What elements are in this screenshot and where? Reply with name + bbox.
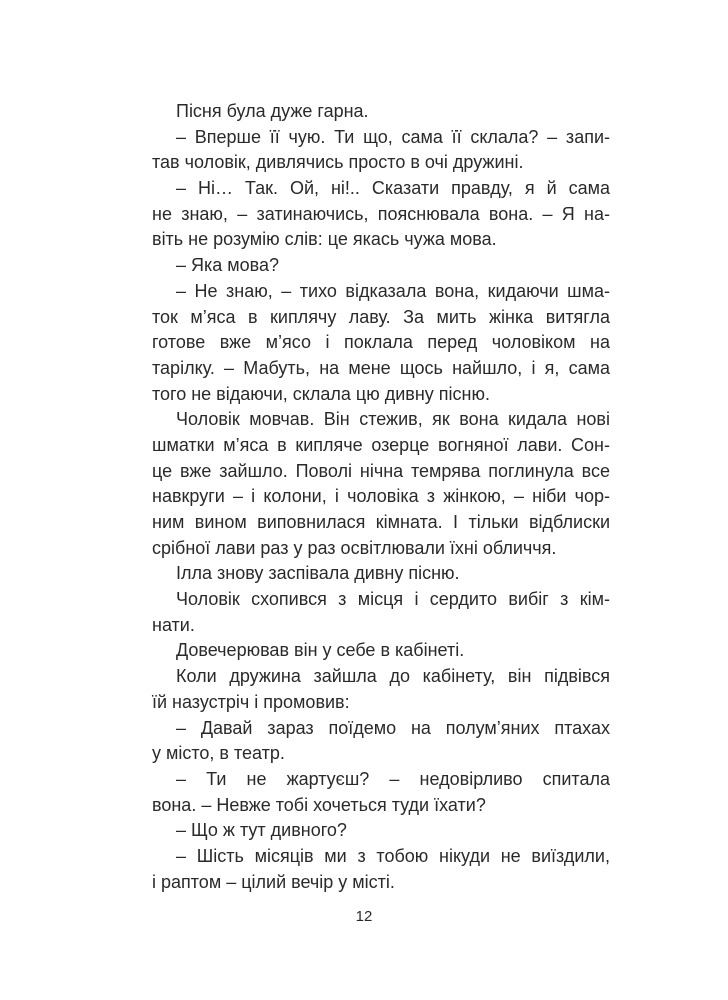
text-line: готове вже м’ясо і поклала перед чоловіком на (152, 332, 610, 353)
text-line: нати. (152, 614, 195, 635)
text-line: ним вином виповнилася кімната. І тільки відблиски (152, 512, 610, 532)
text-line: тарілку. – Мабуть, на мене щось найшло, і я, сама (152, 357, 610, 378)
text-line: це вже зайшло. Поволі нічна темрява поглинула все (152, 460, 610, 481)
body-text (152, 99, 610, 895)
text-line: і раптом – цілий вечір у місті. (152, 871, 395, 892)
text-line: – Шість місяців ми з тобою нікуди не виїздили, (176, 845, 610, 866)
page-number: 12 (355, 908, 373, 925)
text-line: – Яка мова? (176, 255, 280, 276)
text-line: Коли дружина зайшла до кабінету, він підвівся (176, 666, 610, 687)
text-line: срібної лави раз у раз освітлювали їхні обличчя. (152, 537, 557, 558)
text-line: віть не розумію слів: це якась чужа мова. (152, 229, 497, 250)
text-line: Чоловік схопився з місця і сердито вибіг з кім- (176, 589, 610, 610)
text-line: – Що ж тут дивного? (176, 820, 347, 841)
text-line: Чоловік мовчав. Він стежив, як вона кидала нові (176, 409, 610, 430)
text-line: навкруги – і колони, і чоловіка з жінкою, – ніби чор- (152, 486, 610, 507)
text-line: ток м’яса в киплячу лаву. За мить жінка витягла (152, 306, 610, 327)
text-line: їй назустріч і промовив: (152, 691, 350, 712)
text-line: не знаю, – затинаючись, пояснювала вона. – Я на- (152, 203, 610, 224)
text-line: Довечерював він у себе в кабінеті. (176, 640, 465, 661)
text-line: Ілла знову заспівала дивну пісню. (176, 563, 460, 584)
text-line: – Ні… Так. Ой, ні!.. Сказати правду, я й сама (176, 178, 610, 199)
text-line: – Не знаю, – тихо відказала вона, кидаючи шма- (176, 280, 610, 301)
text-line: вона. – Невже тобі хочеться туди їхати? (152, 794, 486, 815)
text-line: – Давай зараз поїдемо на полум’яних птахах (176, 717, 610, 738)
text-line: того не відаючи, склала цю дивну пісню. (152, 383, 490, 404)
text-line: – Вперше її чую. Ти що, сама її склала? – запи- (176, 126, 610, 147)
text-line: тав чоловік, дивлячись просто в очі дружині. (152, 152, 524, 173)
text-line: Пісня була дуже гарна. (176, 101, 369, 121)
text-line: – Ти не жартуєш? – недовірливо спитала (176, 768, 610, 789)
text-line: шматки м’яса в кипляче озерце вогняної лави. Сон- (152, 434, 610, 455)
text-line: у місто, в театр. (152, 743, 285, 764)
